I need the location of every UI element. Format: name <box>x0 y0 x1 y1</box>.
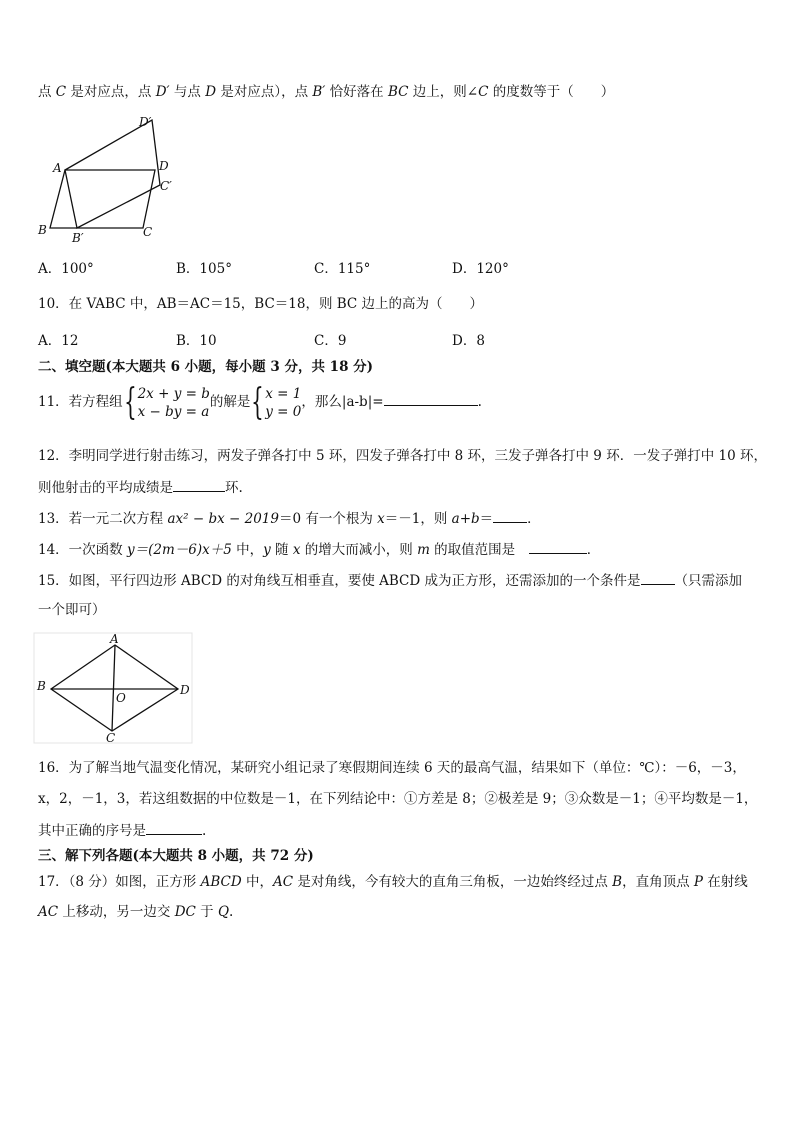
q12-answer-blank[interactable] <box>173 477 225 492</box>
q9-option-b: B．105° <box>176 261 232 277</box>
q14-text: 14．一次函数 y＝(2m－6)x＋5 中，y 随 x 的增大而减小，则 m 的取值范围是 ． <box>38 539 600 560</box>
q10-option-d: D．8 <box>452 333 485 349</box>
q11-answer-blank[interactable] <box>384 391 478 406</box>
q10-text: 10．在 VABC 中，AB＝AC＝15，BC＝18，则 BC 边上的高为（ ） <box>38 296 484 312</box>
label-b: B <box>38 223 47 237</box>
q16-line3: 其中正确的序号是 . <box>38 820 206 841</box>
q12-line1: 12．李明同学进行射击练习，两发子弹各打中 5 环，四发子弹各打中 8 环，三发子弹各打中 9 环．一发子弹打中 10 环， <box>38 448 767 464</box>
label-b-prime: B′ <box>72 231 84 245</box>
label-d-prime: D′ <box>139 115 152 129</box>
q10-option-a: A．12 <box>38 333 79 349</box>
q14-answer-blank[interactable] <box>529 539 587 554</box>
q13-text: 13．若一元二次方程 ax² − bx − 2019＝0 有一个根为 x＝－1，则 a+b＝ ． <box>38 508 541 529</box>
q17-line2: AC 上移动，另一边交 DC 于 Q. <box>38 904 234 920</box>
q11-system: 2x + y = b x − by = a <box>137 385 210 420</box>
q17-line1: 17．（8 分）如图，正方形 ABCD 中，AC 是对角线，今有较大的直角三角板，一边始终经过点 B，直角顶点 P 在射线 <box>38 874 748 890</box>
label-b: B <box>37 679 46 693</box>
label-a: A <box>53 161 62 175</box>
q15-line2: 一个即可） <box>38 602 106 618</box>
label-d: D <box>159 159 169 173</box>
q16-line2: x，2，－1，3，若这组数据的中位数是－1，在下列结论中：①方差是 8；②极差是 9；③众数是－1；④平均数是－1， <box>38 791 758 807</box>
q9-option-a: A．100° <box>38 261 94 277</box>
label-c: C <box>143 225 153 239</box>
q10-option-b: B．10 <box>176 333 217 349</box>
parallelogram-abcd <box>50 170 155 228</box>
q11-text: 11．若方程组{2x + y = b x − by = a的解是{x = 1 y = 0，那么|a-b|= . <box>38 381 482 423</box>
label-c: C <box>106 731 116 744</box>
q16-answer-blank[interactable] <box>146 820 202 835</box>
q11-solution: x = 1 y = 0 <box>265 385 302 420</box>
q9-figure <box>30 110 190 250</box>
diagonal-ac <box>112 645 115 731</box>
section-3-heading: 三、解下列各题(本大题共 8 小题，共 72 分) <box>38 848 314 864</box>
label-a: A <box>110 632 119 646</box>
q12-line2: 则他射击的平均成绩是 环. <box>38 477 243 498</box>
label-d: D <box>180 683 190 697</box>
section-2-heading: 二、填空题(本大题共 6 小题，每小题 3 分，共 18 分) <box>38 359 374 375</box>
q15-line1: 15．如图，平行四边形 ABCD 的对角线互相垂直，要使 ABCD 成为正方形，还需添加的一个条件是 （只需添加 <box>38 570 742 591</box>
q9-option-d: D．120° <box>452 261 509 277</box>
q15-answer-blank[interactable] <box>641 570 675 585</box>
q15-figure <box>30 632 195 744</box>
q13-answer-blank[interactable] <box>493 508 527 523</box>
q16-line1: 16．为了解当地气温变化情况，某研究小组记录了寒假期间连续 6 天的最高气温，结果如下（单位：℃）：－6，－3， <box>38 760 746 776</box>
q9-text: 点 C 是对应点，点 D′ 与点 D 是对应点），点 B′ 恰好落在 BC 边上，则∠C 的度数等于（ ） <box>38 84 615 100</box>
q10-option-c: C．9 <box>314 333 347 349</box>
label-o: O <box>116 691 126 705</box>
label-c-prime: C′ <box>160 179 172 193</box>
q9-option-c: C．115° <box>314 261 371 277</box>
